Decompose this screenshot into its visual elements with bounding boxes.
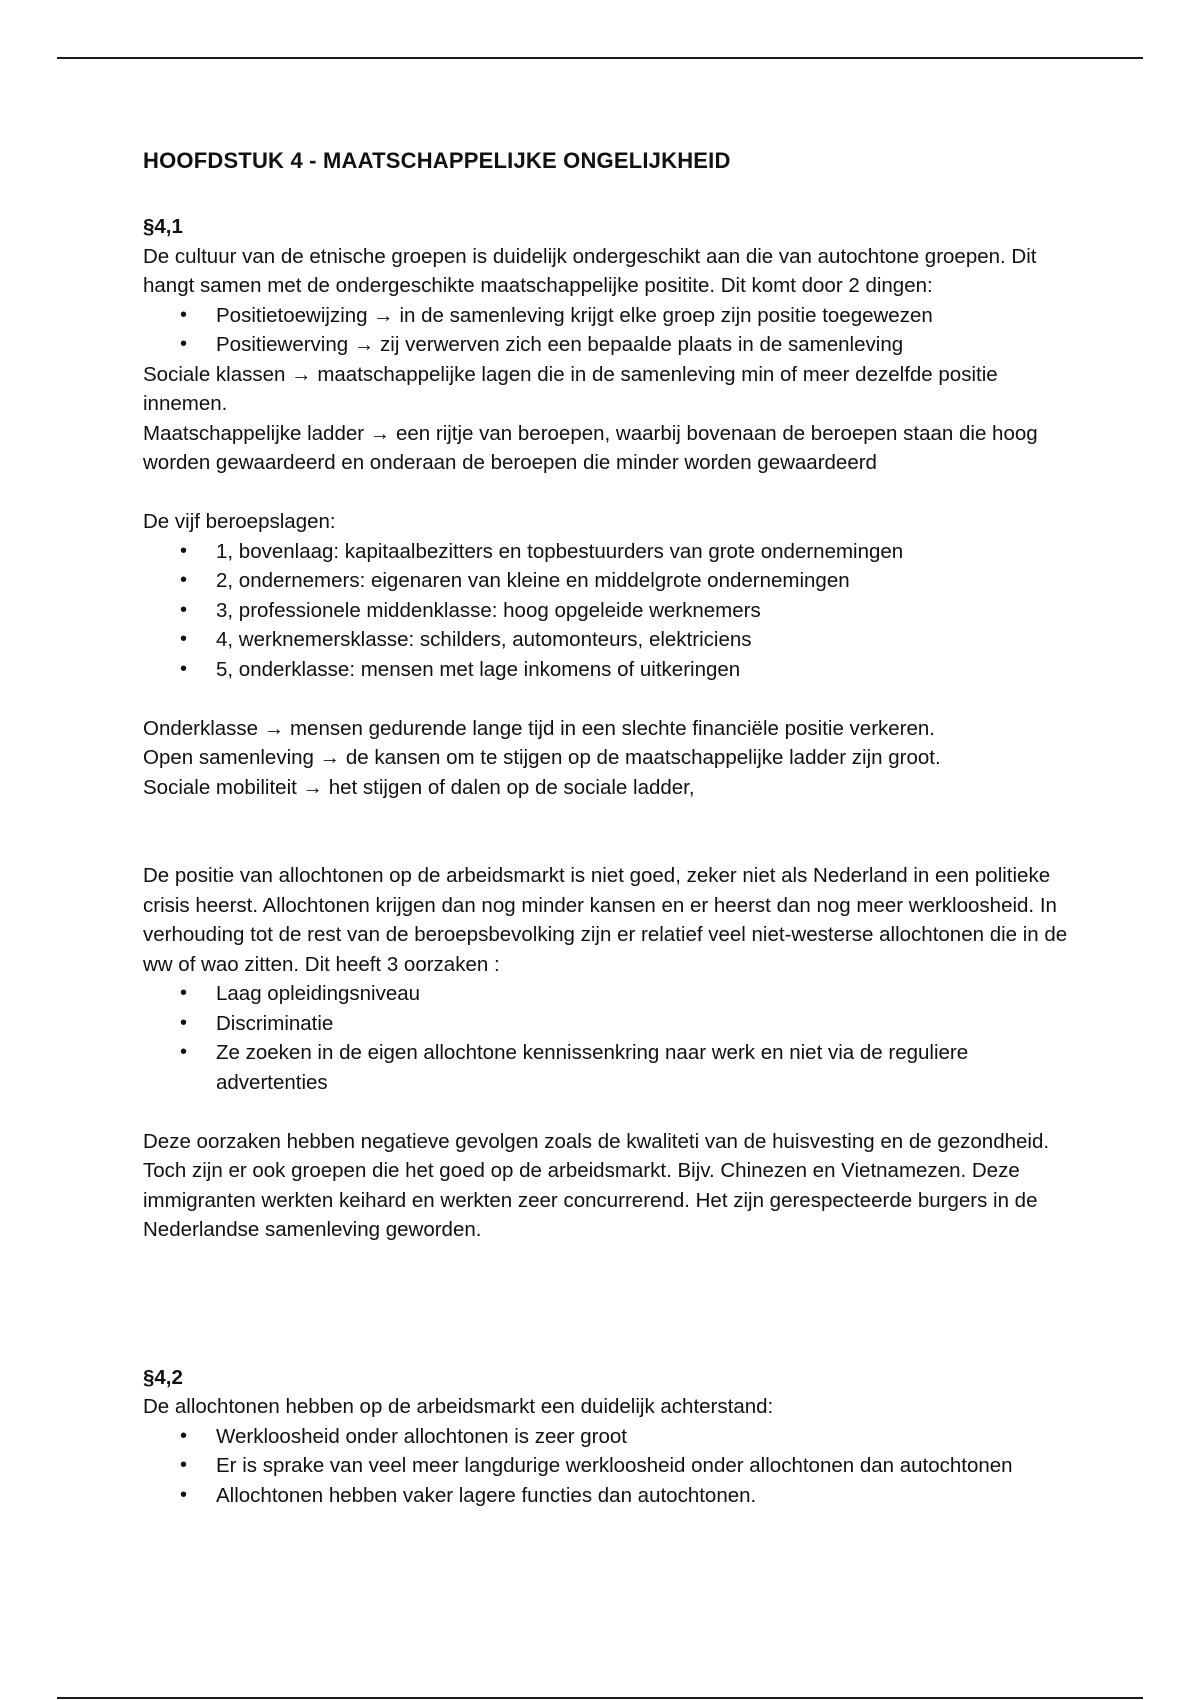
layers-intro: De vijf beroepslagen: — [143, 510, 336, 533]
layers-list — [143, 537, 1068, 685]
oorzaken-list — [143, 979, 1068, 1097]
list-item: • 3, professionele middenklasse: hoog opgeleide werknemers — [216, 596, 1068, 626]
list-item: • Positiewerving → zij verwerven zich een bepaalde plaats in de samenleving — [216, 330, 1068, 360]
list-item: • 5, onderklasse: mensen met lage inkomens of uitkeringen — [216, 655, 1068, 685]
section-4-1-intro: De cultuur van de etnische groepen is duidelijk ondergeschikt aan die van autochtone groepen. Dit hangt samen met de ondergeschikte maatschappelijke positite. Dit komt door 2 dingen: — [143, 244, 1037, 297]
document-body — [143, 146, 1068, 1510]
list-item: • Allochtonen hebben vaker lagere functies dan autochtonen. — [216, 1481, 1068, 1511]
list-item: • Laag opleidingsniveau — [216, 979, 1068, 1009]
blank-lines — [143, 1245, 1068, 1363]
definition-maatschappelijke-ladder: Maatschappelijke ladder → een rijtje van beroepen, waarbij bovenaan de beroepen staan die hoog worden gewaardeerd en onderaan de beroepen die minder worden gewaardeerd — [143, 421, 1038, 474]
list-item: • 4, werknemersklasse: schilders, automonteurs, elektriciens — [216, 625, 1068, 655]
bottom-rule — [57, 1697, 1143, 1699]
blank-line — [143, 684, 1068, 714]
blank-lines — [143, 802, 1068, 861]
definition-open-samenleving: Open samenleving → de kansen om te stijgen op de maatschappelijke ladder zijn groot. — [143, 746, 941, 769]
blank-line — [143, 1097, 1068, 1127]
list-item: • Discriminatie — [216, 1009, 1068, 1039]
intro-bullet-list — [143, 301, 1068, 360]
gevolgen-paragraph: Deze oorzaken hebben negatieve gevolgen zoals de kwaliteti van de huisvesting en de gezondheid. Toch zijn er ook groepen die het goed op de arbeidsmarkt. Bijv. Chinezen en Vietnamezen. Deze immigranten werkten keihard en werkten zeer concurrerend. Het zijn gerespecteerde burgers in de Nederlandse samenleving geworden. — [143, 1129, 1050, 1241]
arbeidsmarkt-paragraph: De positie van allochtonen op de arbeidsmarkt is niet goed, zeker niet als Nederland in een politieke crisis heerst. Allochtonen krijgen dan nog minder kansen en er heerst dan nog meer werkloosheid. In verhouding tot de rest van de beroepsbevolking zijn er relatief veel niet-westerse allochtonen die in de ww of wao zitten. Dit heeft 3 oorzaken : — [143, 864, 1068, 976]
blank-line — [143, 478, 1068, 508]
list-item: • Ze zoeken in de eigen allochtone kennissenkring naar werk en niet via de reguliere advertenties — [216, 1038, 1068, 1097]
page-title: HOOFDSTUK 4 - MAATSCHAPPELIJKE ONGELIJKHEID — [143, 148, 731, 173]
list-item: • 2, ondernemers: eigenaren van kleine en middelgrote ondernemingen — [216, 566, 1068, 596]
top-rule — [57, 57, 1143, 59]
section-heading-4-2: §4,2 — [143, 1365, 183, 1389]
list-item: • Positietoewijzing → in de samenleving krijgt elke groep zijn positie toegewezen — [216, 301, 1068, 331]
achterstand-list — [143, 1422, 1068, 1511]
definition-sociale-mobiliteit: Sociale mobiliteit → het stijgen of dalen op de sociale ladder, — [143, 775, 695, 799]
definition-sociale-klassen: Sociale klassen → maatschappelijke lagen die in de samenleving min of meer dezelfde positie innemen. — [143, 362, 998, 415]
list-item: • Er is sprake van veel meer langdurige werkloosheid onder allochtonen dan autochtonen — [216, 1451, 1068, 1481]
list-item: • 1, bovenlaag: kapitaalbezitters en topbestuurders van grote ondernemingen — [216, 537, 1068, 567]
section-heading-4-1: §4,1 — [143, 215, 183, 238]
section-4-2-intro: De allochtonen hebben op de arbeidsmarkt een duidelijk achterstand: — [143, 1395, 774, 1418]
list-item: • Werkloosheid onder allochtonen is zeer groot — [216, 1422, 1068, 1452]
definition-onderklasse: Onderklasse → mensen gedurende lange tijd in een slechte financiële positie verkeren. — [143, 716, 936, 740]
